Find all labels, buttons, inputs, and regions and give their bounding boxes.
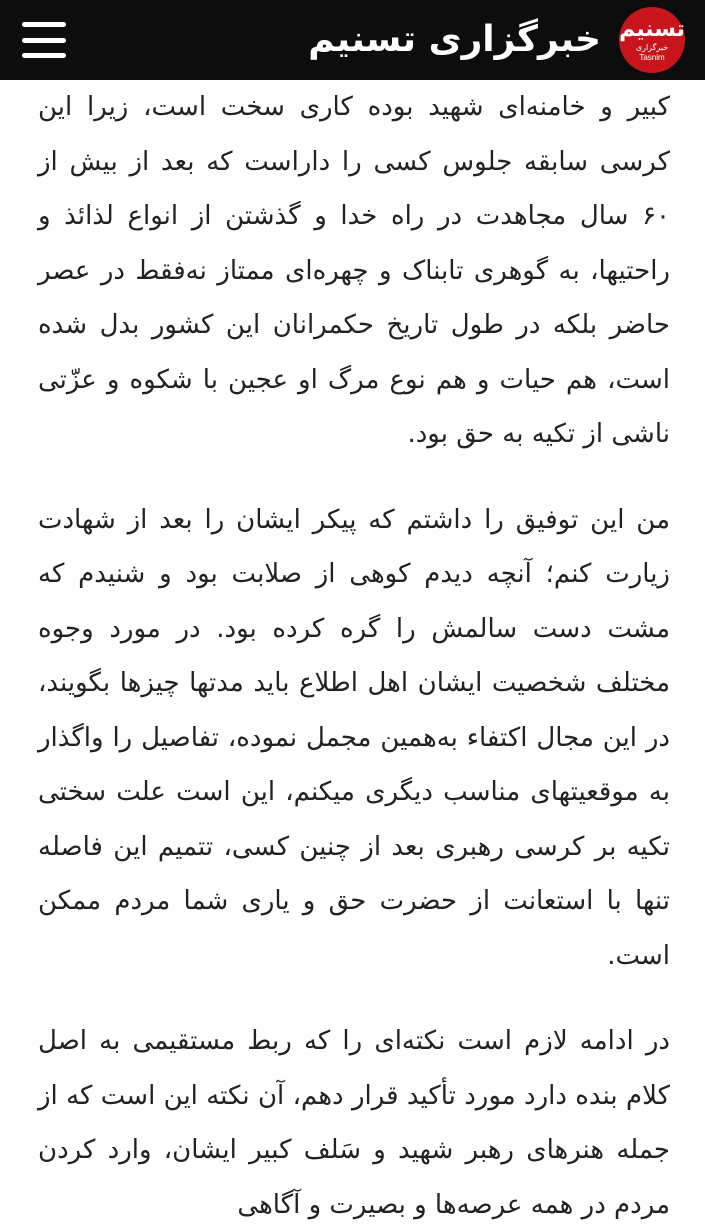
site-title[interactable]: خبرگزاری تسنیم <box>308 19 601 60</box>
logo-text-en: Tasnim <box>639 52 665 62</box>
article-paragraph: کبیر و خامنه‌ای شهید بوده کاری سخت است، زیرا این کرسی سابقه جلوس کسی را داراست که بعد از بیش از ۶۰ سال مجاهدت در راه خدا و گذشتن از انواع لذائذ و راحتیها، به گوهری تابناک و چهره‌ای ممتاز نه‌فقط در عصر حاضر بلکه در طول تاریخ حکمرانان این کشور بدل شده است، هم حیات و هم نوع مرگ او عجین با شکوه و عزّتی ناشی از تکیه به حق بود. <box>38 92 670 449</box>
article-body <box>38 80 670 1232</box>
menu-bar <box>22 38 66 43</box>
article-paragraph: در ادامه لازم است نکته‌ای را که ربط مستقیمی به اصل کلام بنده دارد مورد تأکید قرار دهم، آن نکته این است که از جمله هنرهای رهبر شهید و سَلف کبیر ایشان، وارد کردن مردم در همه عرصه‌ها و بصیرت و آگاهی <box>38 1026 670 1220</box>
menu-bar <box>22 53 66 58</box>
hamburger-menu-icon[interactable] <box>22 22 66 58</box>
logo-glyph: تسنیم <box>619 16 685 42</box>
tasnim-logo[interactable] <box>619 7 685 73</box>
menu-bar <box>22 22 66 27</box>
site-brand[interactable] <box>308 7 685 73</box>
article-paragraph: من این توفیق را داشتم که پیکر ایشان را بعد از شهادت زیارت کنم؛ آنچه دیدم کوهی از صلابت بود و شنیدم که مشت دست سالمش را گره کرده بود. در مورد وجوه مختلف شخصیت ایشان اهل اطلاع باید مدتها چیزها بگویند، در این مجال اکتفاء به‌همین مجمل نموده، تفاصیل را واگذار به موقعیتهای مناسب دیگری میکنم، این است علت سختی تکیه بر کرسی رهبری بعد از چنین کسی، تتمیم این فاصله تنها با استعانت از حضرت حق و یاری شما مردم ممکن است. <box>38 504 670 971</box>
logo-text-fa: خبرگزاری <box>635 42 669 52</box>
site-header <box>0 0 705 80</box>
